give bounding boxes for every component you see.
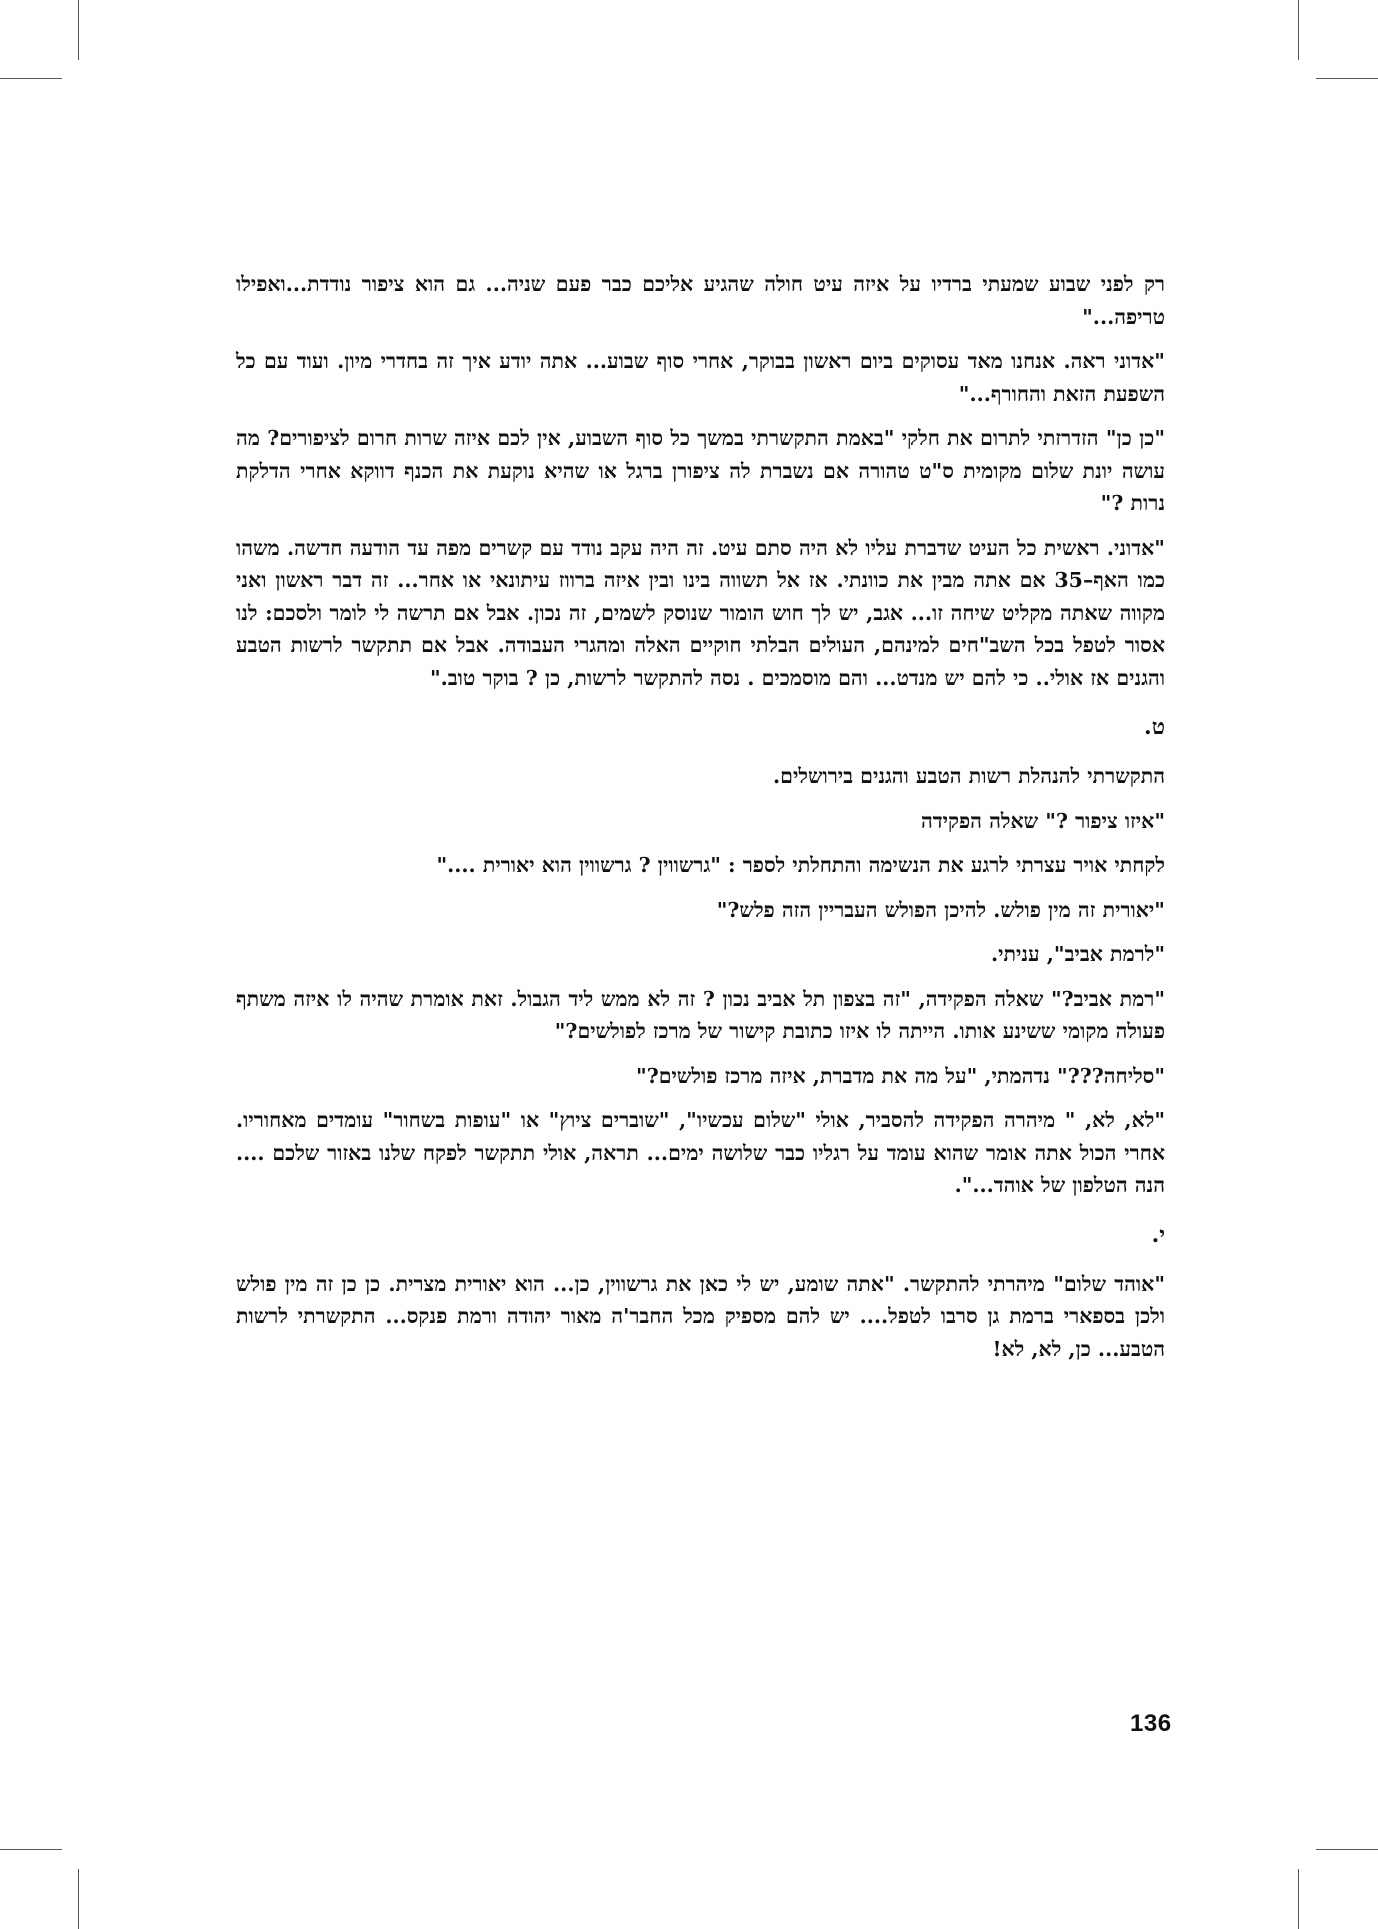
crop-mark-top-right	[1298, 0, 1299, 60]
crop-mark-right-upper	[1316, 78, 1378, 79]
paragraph: התקשרתי להנהלת רשות הטבע והגנים בירושלים.	[773, 764, 1165, 788]
paragraph: "רמת אביב?" שאלה הפקידה, "זה בצפון תל אביב נכון ? זה לא ממש ליד הגבול. זאת אומרת שהיה לו איזה משתף פעולה מקומי ששינע אותו. הייתה לו איזו כתובת קישור של מרכז לפולשים?"	[236, 986, 1165, 1043]
crop-mark-right-lower	[1316, 1849, 1378, 1850]
page-number: 136	[1130, 1710, 1172, 1737]
crop-mark-top-left	[78, 0, 79, 60]
paragraph: לקחתי אויר עצרתי לרגע את הנשימה והתחלתי לספר : "גרשווין ? גרשווין הוא יאורית ...."	[436, 853, 1165, 877]
crop-mark-left-upper	[0, 78, 62, 79]
paragraph: "אוהד שלום" מיהרתי להתקשר. "אתה שומע, יש לי כאן את גרשווין, כן... הוא יאורית מצרית. כן כן זה מין פולש ולכן בספארי ברמת גן סרבו לטפל.... יש להם מספיק מכל החבר'ה מאור יהודה ורמת פנקס... התקשרתי לרשות הטבע... כן, לא, לא!	[236, 1271, 1165, 1361]
paragraph: "לא, לא, " מיהרה הפקידה להסביר, אולי "שלום עכשיו", "שוברים ציוץ" או "עופות בשחור" עומדים מאחוריו. אחרי הכול אתה אומר שהוא עומד על רגליו כבר שלושה ימים... תראה, אולי תתקשר לפקח שלנו באזור שלכם .... הנה הטלפון של אוהד...".	[236, 1108, 1165, 1197]
paragraph: "איזו ציפור ?" שאלה הפקידה	[921, 808, 1165, 833]
section-heading-tet: ט.	[1144, 714, 1165, 740]
crop-mark-bottom-right	[1298, 1869, 1299, 1929]
paragraph: "אדוני. ראשית כל העיט שדברת עליו לא היה סתם עיט. זה היה עקב נודד עם קשרים מפה עד הודעה חדשה. משהו כמו האף–35 אם אתה מבין את כוונתי. אז אל תשווה בינו ובין איזה ברווז עיתונאי או אחר... זה דבר ראשון ואני מקווה שאתה מקליט שיחה זו... אגב, יש לך חוש הומור שנוסק לשמים, זה נכון. אבל אם תרשה לי לומר ולסכם: לנו אסור לטפל בכל השב"חים למינהם, העולים הבלתי חוקיים האלה ומהגרי העבודה. אבל אם תתקשר לרשות הטבע והגנים אז אולי.. כי להם יש מנדט... והם מוסמכים . נסה להתקשר לרשות, כן ? בוקר טוב."	[236, 535, 1165, 690]
crop-mark-bottom-left	[78, 1869, 79, 1929]
paragraph: "יאורית זה מין פולש. להיכן הפולש העבריין הזה פלש?"	[716, 897, 1165, 922]
crop-mark-left-lower	[0, 1849, 62, 1850]
paragraph: "לרמת אביב", עניתי.	[990, 942, 1165, 966]
section-heading-yud: י.	[1151, 1221, 1165, 1248]
paragraph: "סליחה???" נדהמתי, "על מה את מדברת, איזה מרכז פולשים?"	[636, 1063, 1165, 1088]
paragraph: "כן כן" הזדרזתי לתרום את חלקי "באמת התקשרתי במשך כל סוף השבוע, אין לכם איזה שרות חרום לציפורים? מה עושה יונת שלום מקומית ס"ט טהורה אם נשברת לה ציפורן ברגל או שהיא נוקעת את הכנף דווקא אחרי הדלקת נרות ?"	[236, 426, 1165, 515]
paragraph: "אדוני ראה. אנחנו מאד עסוקים ביום ראשון בבוקר, אחרי סוף שבוע... אתה יודע איך זה בחדרי מיון. ועוד עם כל השפעת הזאת והחורף..."	[236, 349, 1165, 406]
page-body	[236, 268, 1165, 1377]
paragraph: רק לפני שבוע שמעתי ברדיו על איזה עיט חולה שהגיע אליכם כבר פעם שניה... גם הוא ציפור נודדת...ואפילו טריפה..."	[236, 272, 1165, 329]
